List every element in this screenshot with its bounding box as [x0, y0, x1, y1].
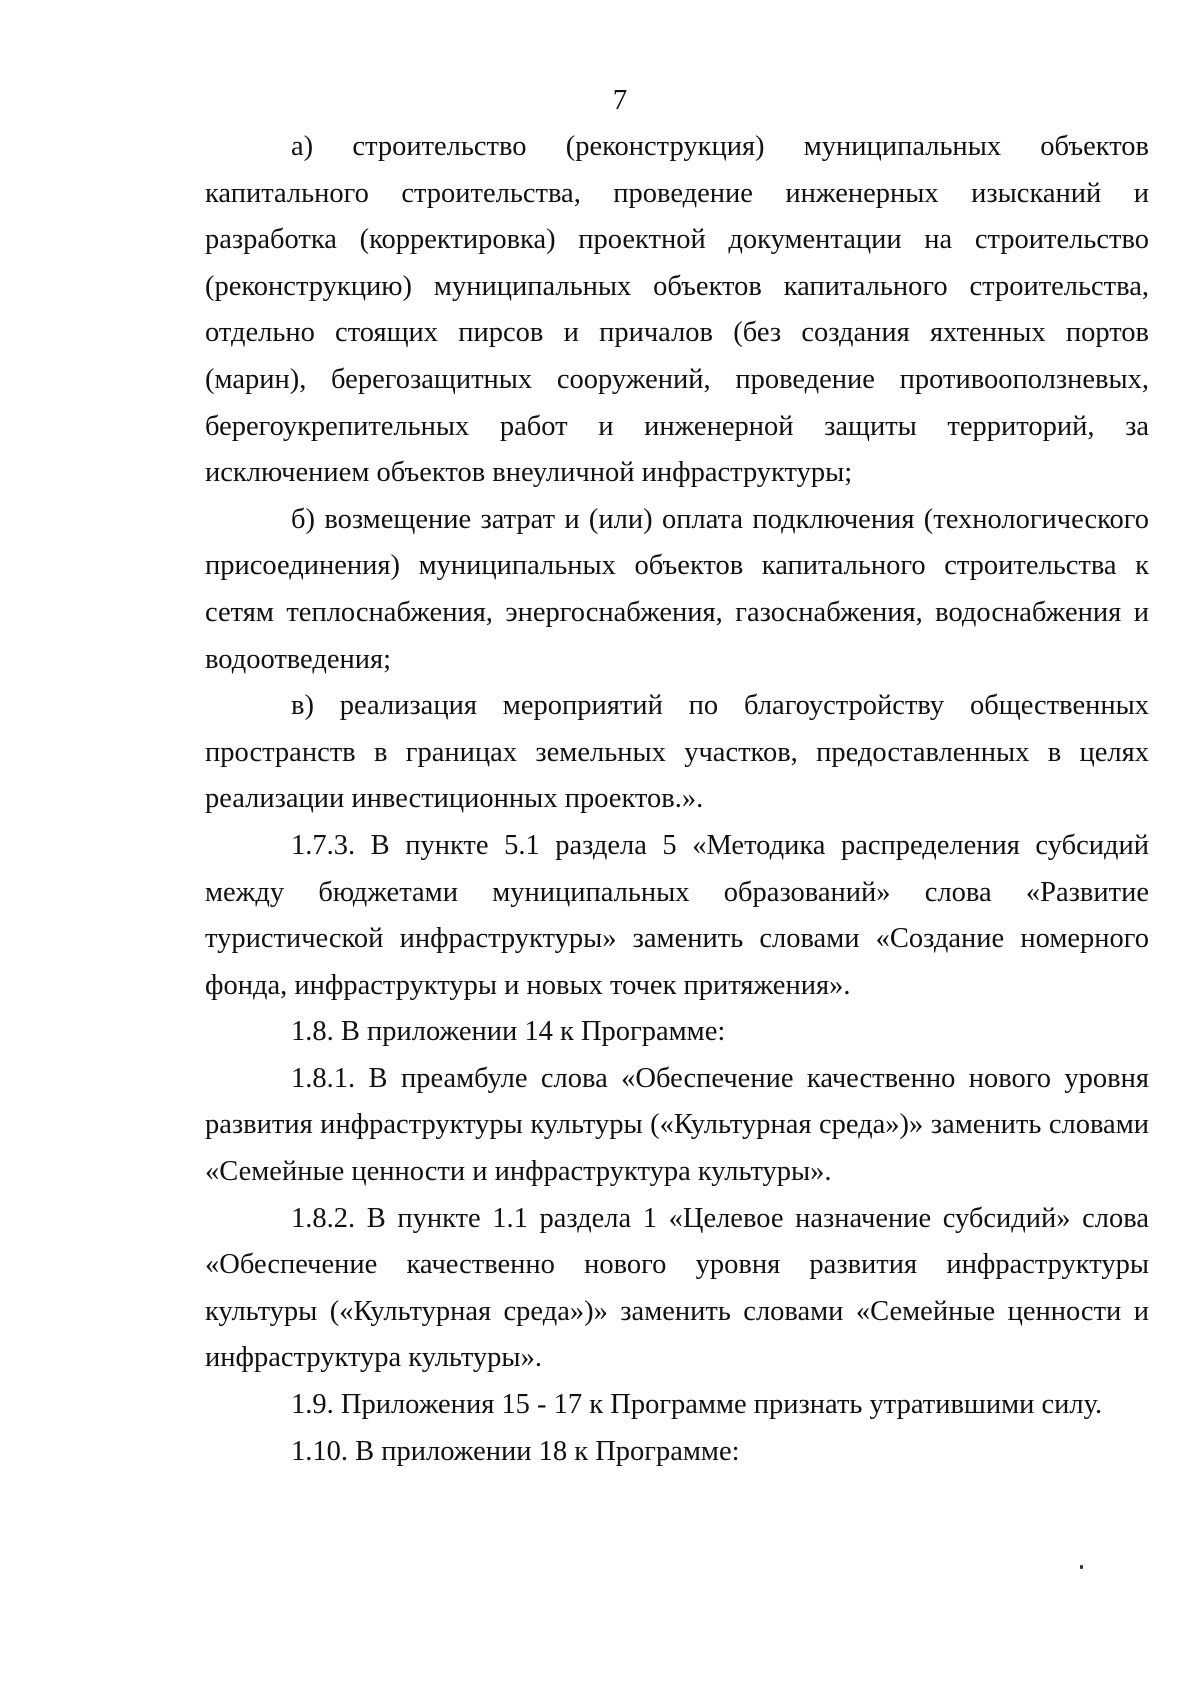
paragraph-1-8-2: 1.8.2. В пункте 1.1 раздела 1 «Целевое назначение субсидий» слова «Обеспечение качественно нового уровня развития инфраструктуры культуры («Культурная среда»)» заменить словами «Семейные ценности и инфраструктура культуры». — [205, 1202, 1149, 1374]
paragraph-v: в) реализация мероприятий по благоустройству общественных пространств в границах земельных участков, предоставленных в целях реализации инвестиционных проектов.». — [205, 690, 1149, 815]
paragraph-1-8-1: 1.8.1. В преамбуле слова «Обеспечение качественно нового уровня развития инфраструктуры культуры («Культурная среда»)» заменить словами «Семейные ценности и инфраструктура культуры». — [205, 1062, 1149, 1188]
page-number: 7 — [612, 84, 628, 116]
paragraph-1-7-3: 1.7.3. В пункте 5.1 раздела 5 «Методика распределения субсидий между бюджетами муниципальных образований» слова «Развитие туристической инфраструктуры» заменить словами «Создание номерного фонда, инфраструктуры и новых точек притяжения». — [205, 829, 1149, 1001]
paragraph-a: а) строительство (реконструкция) муниципальных объектов капитального строительства, проведение инженерных изысканий и разработка (корректировка) проектной документации на строительство (реконструкцию) муниципальных объектов капитального строительства, отдельно стоящих пирсов и причалов (без создания яхтенных портов (марин), берегозащитных сооружений, проведение противооползневых, берегоукрепительных работ и инженерной защиты территорий, за исключением объектов внеуличной инфраструктуры; — [205, 131, 1149, 489]
paragraph-1-9: 1.9. Приложения 15 - 17 к Программе признать утратившими силу. — [291, 1389, 1103, 1421]
paragraph-b: б) возмещение затрат и (или) оплата подключения (технологического присоединения) муниципальных объектов капитального строительства к сетям теплоснабжения, энергоснабжения, газоснабжения, водоснабжения и водоотведения; — [205, 503, 1149, 675]
document-body — [205, 124, 1149, 1475]
paragraph-1-10: 1.10. В приложении 18 к Программе: — [291, 1435, 740, 1467]
scan-speck — [1080, 1565, 1083, 1569]
paragraph-1-8: 1.8. В приложении 14 к Программе: — [291, 1016, 726, 1048]
